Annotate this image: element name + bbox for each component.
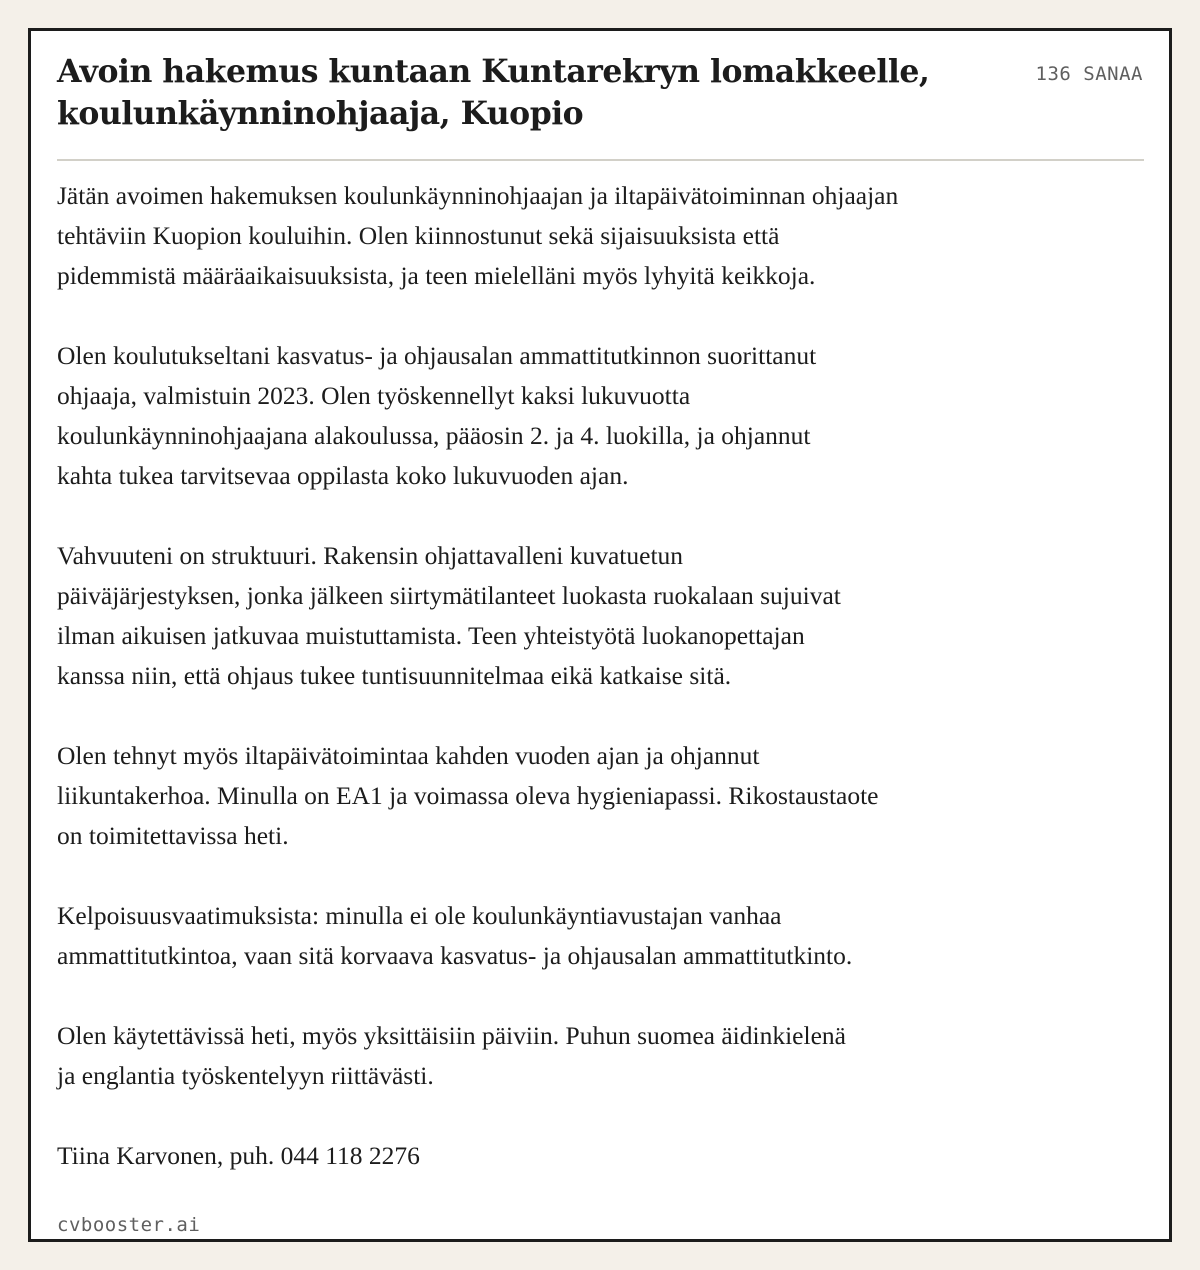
text-line: koulunkäynninohjaajana alakoulussa, pääosin 2. ja 4. luokilla, ja ohjannut xyxy=(57,421,811,450)
paragraph-availability xyxy=(57,1016,1137,1096)
text-line: ammattitutkintoa, vaan sitä korvaava kasvatus- ja ohjausalan ammattitutkinto. xyxy=(57,941,853,970)
text-line: kahta tukea tarvitsevaa oppilasta koko lukuvuoden ajan. xyxy=(57,461,629,490)
title-line: koulunkäynninohjaaja, Kuopio xyxy=(57,95,584,132)
title-line: Avoin hakemus kuntaan Kuntarekryn lomakkeelle, xyxy=(57,53,930,90)
text-line: kanssa niin, että ohjaus tukee tuntisuunnitelmaa eikä katkaise sitä. xyxy=(57,661,732,690)
paragraph-education xyxy=(57,336,1137,496)
text-line: tehtäviin Kuopion kouluihin. Olen kiinnostunut sekä sijaisuuksista että xyxy=(57,221,780,250)
paragraph-strengths xyxy=(57,536,1137,696)
application-card xyxy=(28,28,1172,1242)
text-line: ilman aikuisen jatkuvaa muistuttamista. Teen yhteistyötä luokanopettajan xyxy=(57,621,805,650)
text-line: Vahvuuteni on struktuuri. Rakensin ohjattavalleni kuvatuetun xyxy=(57,541,684,570)
letter-body xyxy=(57,176,1137,1216)
text-line: ja englantia työskentelyyn riittävästi. xyxy=(57,1061,434,1090)
signature-contact xyxy=(57,1136,1137,1176)
text-line: Olen tehnyt myös iltapäivätoimintaa kahden vuoden ajan ja ohjannut xyxy=(57,741,760,770)
paragraph-intro xyxy=(57,176,1137,296)
text-line: Kelpoisuusvaatimuksista: minulla ei ole koulunkäyntiavustajan vanhaa xyxy=(57,901,782,930)
word-count-badge: 136 SANAA xyxy=(1035,63,1143,85)
paragraph-experience xyxy=(57,736,1137,856)
text-line: Tiina Karvonen, puh. 044 118 2276 xyxy=(57,1141,420,1170)
text-line: ohjaaja, valmistuin 2023. Olen työskennellyt kaksi lukuvuotta xyxy=(57,381,691,410)
text-line: liikuntakerhoa. Minulla on EA1 ja voimassa oleva hygieniapassi. Rikostaustaote xyxy=(57,781,879,810)
text-line: Jätän avoimen hakemuksen koulunkäynninohjaajan ja iltapäivätoiminnan ohjaajan xyxy=(57,181,899,210)
text-line: pidemmistä määräaikaisuuksista, ja teen mielelläni myös lyhyitä keikkoja. xyxy=(57,261,816,290)
text-line: Olen koulutukseltani kasvatus- ja ohjausalan ammattitutkinnon suorittanut xyxy=(57,341,817,370)
paragraph-qualifications xyxy=(57,896,1137,976)
footer-brand: cvbooster.ai xyxy=(57,1214,201,1236)
title-divider xyxy=(57,159,1144,161)
text-line: päiväjärjestyksen, jonka jälkeen siirtymätilanteet luokasta ruokalaan sujuivat xyxy=(57,581,841,610)
text-line: Olen käytettävissä heti, myös yksittäisiin päiviin. Puhun suomea äidinkielenä xyxy=(57,1021,846,1050)
document-title xyxy=(57,51,977,135)
text-line: on toimitettavissa heti. xyxy=(57,821,289,850)
